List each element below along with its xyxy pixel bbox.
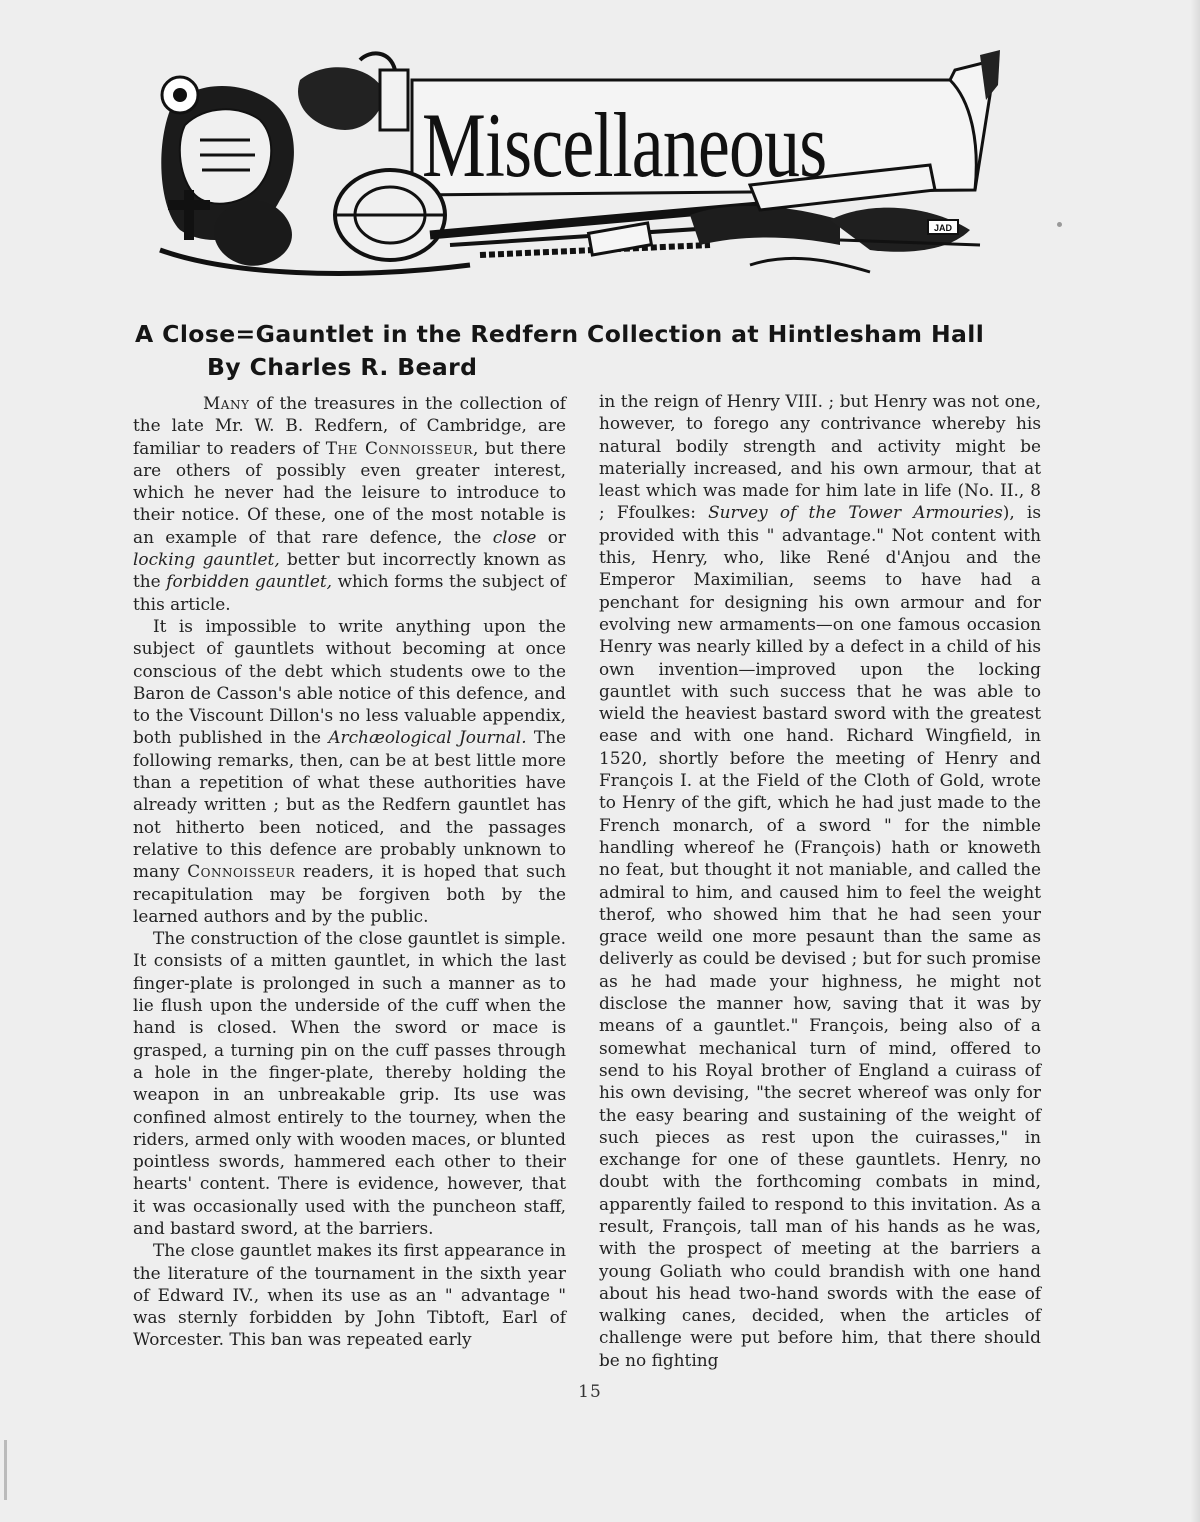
paragraph [133, 615, 566, 927]
text-run: in the reign of Henry VIII. ; but Henry was not one, however, to forego any contrivance whereby his natural bodily strength and activity might be materially increased, and his own armour, that at least which was made for him late in life (No. II., 8 ; Ffoulkes: [599, 391, 1041, 523]
masthead-title: Miscellaneous [422, 94, 827, 196]
magazine-name: Connoisseur [187, 861, 296, 882]
right-column [599, 390, 1041, 1371]
text-run: which forms the subject of this article. [133, 571, 567, 614]
article-byline: By Charles R. Beard [207, 353, 478, 381]
paragraph: The construction of the close gauntlet is simple. It consists of a mitten gauntlet, in which the last finger-plate is prolonged in such a manner as to lie flush upon the underside of the cuff when the hand is closed. When the sword or mace is grasped, a turning pin on the cuff passes through a hole in the finger-plate, thereby holding the weapon in an unbreakable grip. Its use was confined almost entirely to the tourney, when the riders, armed only with wooden maces, or blunted pointless swords, hammered each other to their hearts' content. There is evidence, however, that it was occasionally used with the puncheon staff, and bastard sword, at the barriers. [133, 928, 566, 1238]
journal-title: Archæological Journal. [328, 727, 527, 748]
text-run: of the treasures in the collection of the late Mr. W. B. Redfern, of Cambridge, are familiar to readers of [133, 393, 566, 458]
text-run: The following remarks, then, can be at best little more than a repetition of what these authorities have already written ; but as the Redfern gauntlet has not hitherto been noticed, and the passages relative to this defence are probably unknown to many [133, 727, 567, 882]
page-number: 15 [578, 1382, 602, 1402]
text-run: better but incorrectly known as the [133, 549, 566, 592]
drop-lead: Many [203, 393, 250, 413]
masthead-illustration [150, 40, 1010, 280]
article-heading [135, 318, 1015, 384]
artist-monogram: JAD [933, 223, 953, 233]
page-edge-shadow [1190, 0, 1200, 1522]
paragraph [133, 392, 566, 615]
article-title: A Close=Gauntlet in the Redfern Collection at Hintlesham Hall [135, 320, 985, 348]
text-run: It is impossible to write anything upon the subject of gauntlets without becoming at once conscious of the debt which students owe to the Baron de Casson's able notice of this defence, and to the Viscount Dillon's no less valuable appendix, both published in the [133, 615, 566, 748]
text-run: readers, it is hoped that such recapitulation may be forgiven both by the learned authors and by the public. [133, 861, 566, 926]
scan-speck [1057, 222, 1062, 227]
text-run: ), is provided with this " advantage." Not content with this, Henry, who, like René d'Anjou and the Emperor Maximilian, seems to have had a penchant for designing his own armour and for evolving new armaments—on one famous occasion Henry was nearly killed by a defect in a child of his own invention—improved upon the locking gauntlet with such success that he was able to wield the heaviest bastard sword with the greatest ease and with one hand. Richard Wingfield, in 1520, shortly before the meeting of Henry and François I. at the Field of the Cloth of Gold, wrote to Henry of the gift, which he had just made to the French monarch, of a sword " for the nimble handling whereof he (François) hath or knoweth no feat, but thought it not maniable, and called the admiral to him, and caused him to feel the weight therof, who showed him that he had seen your grace weild one more pesaunt than the same as deliverly as could be devised ; but for such promise as he had made your highness, he might not disclose the manner how, saving that it was by means of a gauntlet." François, being also of a somewhat mechanical turn of mind, offered to send to his Royal brother of England a cuirass of his own devising, "the secret whereof was only for the easy bearing and sustaining of the weight of such pieces as rest upon the cuirasses," in exchange for one of these gauntlets. Henry, no doubt with the forthcoming combats in mind, apparently failed to respond to this invitation. As a result, François, tall man of his hands as he was, with the prospect of meeting at the barriers a young Goliath who could brandish with one hand about his head two-hand swords with the ease of walking canes, decided, when the articles of challenge were put before him, that there should be no fighting [599, 502, 1041, 1370]
italic-term: locking gauntlet, [133, 549, 280, 570]
magazine-name: The Connoisseur [325, 437, 473, 458]
paragraph: The close gauntlet makes its first appearance in the literature of the tournament in the sixth year of Edward IV., when its use as an " advantage " was sternly forbidden by John Tibtoft, Earl of Worcester. This ban was repeated early [133, 1240, 566, 1350]
paragraph [599, 390, 1041, 1371]
scan-mark [4, 1440, 7, 1500]
book-title: Survey of the Tower Armouries [708, 502, 1003, 523]
text-run: or [536, 526, 566, 547]
text-run: , but there are others of possibly even greater interest, which he never had the leisure to introduce to their notice. Of these, one of the most notable is an example of that rare defence, the [133, 437, 566, 547]
left-column [133, 392, 566, 1351]
italic-term: forbidden gauntlet, [166, 571, 332, 592]
italic-term: close [492, 526, 537, 547]
